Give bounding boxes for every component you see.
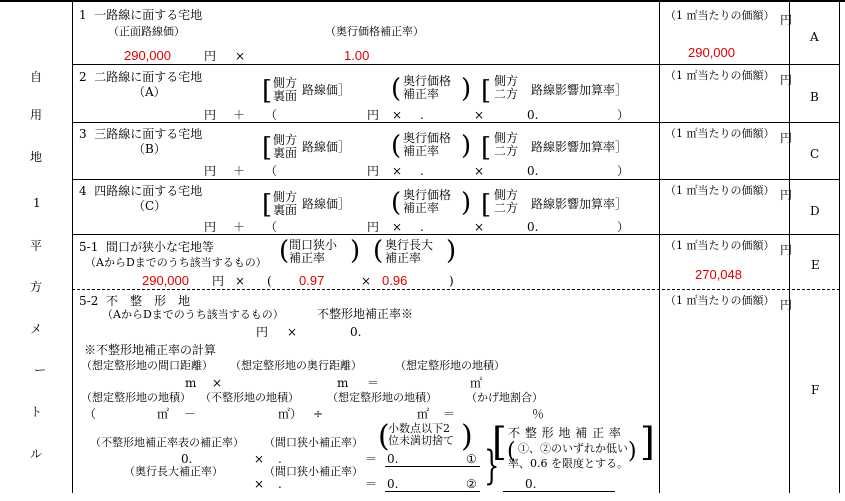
row-number: 3 [79,127,87,141]
unit-label: （1 ㎡当たりの価額） [665,239,775,252]
decimal-point: . [420,220,424,234]
unit-label: （1 ㎡当たりの価額） [665,294,775,307]
close-paren: ） [617,108,630,122]
rate-label: 補正率 [289,250,326,265]
rate-label: 補正率 [385,250,422,265]
equals-symbol: ＝ [365,452,378,466]
unit-m: m [185,376,197,390]
route-price-label: 路線価］ [302,197,351,211]
row-title: 四路線に面する宅地 [94,184,203,198]
zero-value: 0. [527,220,539,234]
yen-symbol: 円 [212,274,225,288]
row-letter-e: E [811,258,820,272]
irregular-rate-label: 不整形地補正率※ [317,307,414,321]
side-char: メ [30,322,43,336]
yen-symbol: 円 [367,220,380,234]
times-symbol: × [287,325,298,339]
side-char: 自 [30,70,43,84]
times-symbol: × [235,274,246,288]
truncate-note: 位未満切捨て [388,433,454,447]
zero-value: 0. [387,477,399,491]
row-paren-label: （AからDまでのうち該当するもの） [102,308,284,321]
percent-symbol: ％ [532,407,545,421]
frontage-price-value[interactable]: 290,000 [124,48,171,63]
plus-symbol: ＋ [233,164,246,178]
unit-label: （1 ㎡当たりの価額） [665,9,775,22]
zero-value: 0. [525,477,537,491]
circle-2: ② [466,477,477,491]
side-label: 側方 [273,76,298,90]
two-way-label: 二方 [494,200,519,215]
row-divider-ef [72,289,840,290]
shadow-ratio-label: （かげ地割合） [466,391,543,404]
side-char: ル [30,447,43,461]
assumed-area-label: （想定整形地の地積） [81,391,191,404]
frontage-narrow-label: 間口狭小 [289,238,338,252]
times-symbol: × [235,49,246,63]
times-symbol: × [212,376,223,390]
two-way-label: 二方 [494,86,519,101]
row-b: 2 二路線に面する宅地 （A） [ 側方 裏面 路線価］ ( 奥行価格 補正率 ) [ 側方 二方 路線影響加算率］ 円 ＋ （ 円 × . × 0. ） [79,70,630,122]
result-underline [385,491,480,492]
row-d: 4 四路線に面する宅地 （C） [ 側方 裏面 路線価］ ( 奥行価格 補正率 ) [ 側方 二方 路線影響加算率］ 円 ＋ （ 円 × . × 0. ） [79,184,630,234]
open-paren: （ [265,108,278,122]
row-paren-label: （AからDまでのうち該当するもの） [85,256,267,269]
unit-yen: 円 [780,13,793,27]
row-title: 二路線に面する宅地 [94,70,203,84]
irregular-box-note: 率、0.6 を限度とする。 [508,457,628,470]
depth-rate-value[interactable]: 1.00 [344,48,370,63]
row-title: 間口が狭小な宅地等 [105,240,214,254]
assumed-area-label: （想定整形地の地積） [327,391,437,404]
irregular-area-label: （不整形地の地積） [200,391,299,404]
depth-label: 奥行価格 [403,74,452,88]
depth-rate-label: （奥行価格補正率） [325,25,424,38]
unit-yen: 円 [780,131,793,145]
yen-symbol: 円 [204,108,217,122]
decimal-point: . [420,108,424,122]
row-c: 3 三路線に面する宅地 （B） [ 側方 裏面 路線価］ ( 奥行価格 補正率 ) [ 側方 二方 路線影響加算率］ 円 ＋ （ 円 × . × 0. ） [79,127,630,178]
side-label: 側方 [494,74,519,88]
depth-label: 奥行価格 [403,131,452,145]
irregular-table-rate-label: （不整形地補正率表の補正率） [90,436,244,449]
close-paren: ） [617,164,630,178]
row-letter-f: F [811,383,820,397]
unit-sqm: ㎡ [470,376,483,390]
unit-m: m [337,376,349,390]
route-price-label: 路線価］ [302,83,351,97]
unit-label: （1 ㎡当たりの価額） [665,184,775,197]
rate-label: 補正率 [403,200,440,215]
side-char: 用 [30,108,43,122]
open-paren: （ [265,220,278,234]
row-divider-de [72,234,840,235]
open-paren: （ [84,407,97,421]
row-number: 5-2 [79,294,99,308]
row-letter-b: B [810,90,819,104]
row-letter-a: A [810,30,819,44]
unit-sqm-close: ㎡） [278,407,303,421]
rear-label: 裏面 [273,202,298,217]
zero-value: 0. [527,164,539,178]
calc-title: ※不整形地補正率の計算 [84,343,217,357]
row-number: 5-1 [79,240,99,254]
times-symbol: × [474,108,485,122]
yen-symbol: 円 [367,164,380,178]
side-label: 側方 [273,190,298,204]
unit-label: （1 ㎡当たりの価額） [665,69,775,82]
decimal-point: . [278,452,282,466]
times-symbol: × [254,452,265,466]
plus-symbol: ＋ [233,108,246,122]
irregular-box-note: ①、②のいずれか低い [518,442,628,455]
irregular-box-title: 不 整 形 地 補 正 率 [508,426,622,440]
yen-symbol: 円 [204,164,217,178]
minus-symbol: － [184,407,197,421]
frontage-price-label: （正面路線価） [108,25,185,38]
times-symbol: × [361,274,372,288]
times-symbol: × [392,220,403,234]
add-rate-label: 路線影響加算率］ [531,83,628,97]
unit-yen: 円 [780,188,793,202]
row-paren-label: （C） [133,199,167,213]
row-letter-d: D [810,204,820,218]
times-symbol: × [392,164,403,178]
depth-long-label: 奥行長大 [385,238,434,252]
rear-label: 裏面 [273,88,298,103]
price-value[interactable]: 290,000 [142,273,189,288]
frontage-narrow-value[interactable]: 0.97 [299,273,325,288]
zero-value: 0. [181,452,193,466]
yen-symbol: 円 [367,108,380,122]
side-char: 1 [33,196,41,210]
row-title: 不 整 形 地 [105,294,190,308]
result-underline [503,491,615,492]
times-symbol: × [392,108,403,122]
row-e-result[interactable]: 270,048 [695,267,742,282]
two-way-label: 二方 [494,143,519,158]
unit-sqm: ㎡ [417,407,430,421]
truncate-note: 小数点以下2 [388,422,450,435]
frontage-narrow-label: （間口狭小補正率） [264,465,363,478]
side-label: 側方 [494,131,519,145]
equals-symbol: ＝ [443,407,456,421]
row-title: 一路線に面する宅地 [94,8,203,22]
close-paren: ） [617,220,630,234]
side-label: 側方 [494,188,519,202]
zero-value: 0. [387,452,399,466]
row-paren-label: （B） [133,142,166,156]
side-char: 地 [30,150,43,164]
result-underline [385,466,480,467]
unit-sqm: ㎡ [157,407,170,421]
top-border [0,0,845,2]
zero-value: 0. [350,325,362,339]
yen-symbol: 円 [204,220,217,234]
side-char: ー [34,363,47,377]
route-price-label: 路線価］ [302,140,351,154]
open-paren: （ [265,164,278,178]
depth-label: 奥行価格 [403,188,452,202]
side-char: ト [30,405,43,419]
equals-symbol: ＝ [365,477,378,491]
depth-long-value[interactable]: 0.96 [382,273,408,288]
row-title: 三路線に面する宅地 [94,127,203,141]
equals-symbol: ＝ [367,376,380,390]
area-label: （想定整形地の地積） [395,359,505,372]
add-rate-label: 路線影響加算率］ [531,140,628,154]
depth-long-label: （奥行長大補正率） [124,465,223,478]
times-symbol: × [254,477,265,491]
decimal-point: . [278,477,282,491]
unit-label: （1 ㎡当たりの価額） [665,127,775,140]
decimal-point: . [420,164,424,178]
add-rate-label: 路線影響加算率］ [531,197,628,211]
unit-yen: 円 [780,243,793,257]
frontage-label: （想定整形地の間口距離） [81,359,213,372]
row-number: 4 [79,184,87,198]
rear-label: 裏面 [273,145,298,160]
row-number: 1 [79,8,87,22]
side-char: 方 [30,280,43,294]
plus-symbol: ＋ [233,220,246,234]
frontage-narrow-label: （間口狭小補正率） [264,436,363,449]
depth-label: （想定整形地の奥行距離） [230,359,362,372]
side-char: 平 [30,239,43,253]
rate-label: 補正率 [403,86,440,101]
rate-label: 補正率 [403,143,440,158]
side-label: 側方 [273,133,298,147]
unit-yen: 円 [780,298,793,312]
divide-symbol: ÷ [313,407,324,421]
zero-value: 0. [527,108,539,122]
row-paren-label: （A） [133,85,166,99]
unit-yen: 円 [780,73,793,87]
yen-symbol: 円 [256,325,269,339]
yen-symbol: 円 [204,49,217,63]
circle-1: ① [466,452,477,466]
times-symbol: × [474,164,485,178]
row-number: 2 [79,70,87,84]
row-a-result[interactable]: 290,000 [688,45,735,60]
times-symbol: × [474,220,485,234]
row-letter-c: C [810,147,820,161]
